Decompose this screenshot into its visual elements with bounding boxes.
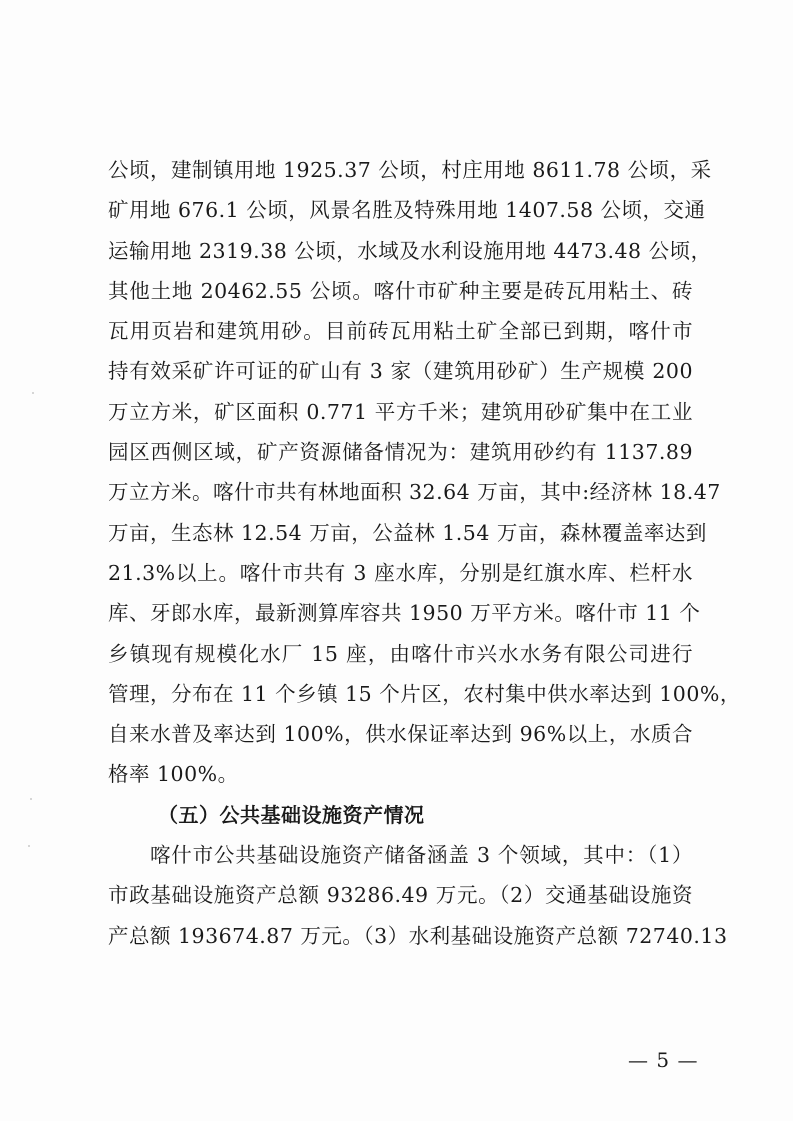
text-line: 库、牙郎水库，最新测算库容共 1950 万平方米。喀什市 11 个 <box>108 601 701 626</box>
text-line: 公顷，建制镇用地 1925.37 公顷，村庄用地 8611.78 公顷，采 <box>108 158 712 182</box>
scan-speck <box>28 845 30 847</box>
section-heading: （五）公共基础设施资产情况 <box>158 802 425 827</box>
text-line: 产总额 193674.87 万元。（3）水利基础设施资产总额 72740.13 <box>108 923 728 948</box>
document-body <box>108 150 741 956</box>
text-line: 运输用地 2319.38 公顷，水域及水利设施用地 4473.48 公顷， <box>108 238 712 263</box>
text-line: 园区西侧区域，矿产资源储备情况为：建筑用砂约有 1137.89 <box>108 440 693 465</box>
text-line: 管理，分布在 11 个乡镇 15 个片区，农村集中供水率达到 100%， <box>108 681 741 706</box>
scan-speck <box>30 798 32 800</box>
text-line: 格率 100%。 <box>108 762 239 787</box>
text-line: 持有效采矿许可证的矿山有 3 家（建筑用砂矿）生产规模 200 <box>108 359 693 384</box>
text-line: 万亩，生态林 12.54 万亩，公益林 1.54 万亩，森林覆盖率达到 <box>108 520 707 545</box>
text-line: 乡镇现有规模化水厂 15 座，由喀什市兴水水务有限公司进行 <box>108 641 693 666</box>
text-line: 自来水普及率达到 100%，供水保证率达到 96%以上，水质合 <box>108 722 693 747</box>
scan-speck <box>32 392 34 394</box>
text-line: 喀什市公共基础设施资产储备涵盖 3 个领域，其中：（1） <box>150 843 693 868</box>
text-line: 其他土地 20462.55 公顷。喀什市矿种主要是砖瓦用粘土、砖 <box>108 278 693 303</box>
text-line: 瓦用页岩和建筑用砂。目前砖瓦用粘土矿全部已到期，喀什市 <box>108 319 693 344</box>
text-line: 万立方米，矿区面积 0.771 平方千米；建筑用砂矿集中在工业 <box>108 399 693 424</box>
page-number: — 5 — <box>628 1048 699 1072</box>
text-line: 市政基础设施资产总额 93286.49 万元。（2）交通基础设施资 <box>108 883 693 908</box>
text-line: 万立方米。喀什市共有林地面积 32.64 万亩，其中:经济林 18.47 <box>108 480 721 505</box>
text-line: 矿用地 676.1 公顷，风景名胜及特殊用地 1407.58 公顷，交通 <box>108 198 706 223</box>
text-line: 21.3%以上。喀什市共有 3 座水库，分别是红旗水库、栏杆水 <box>108 560 693 585</box>
